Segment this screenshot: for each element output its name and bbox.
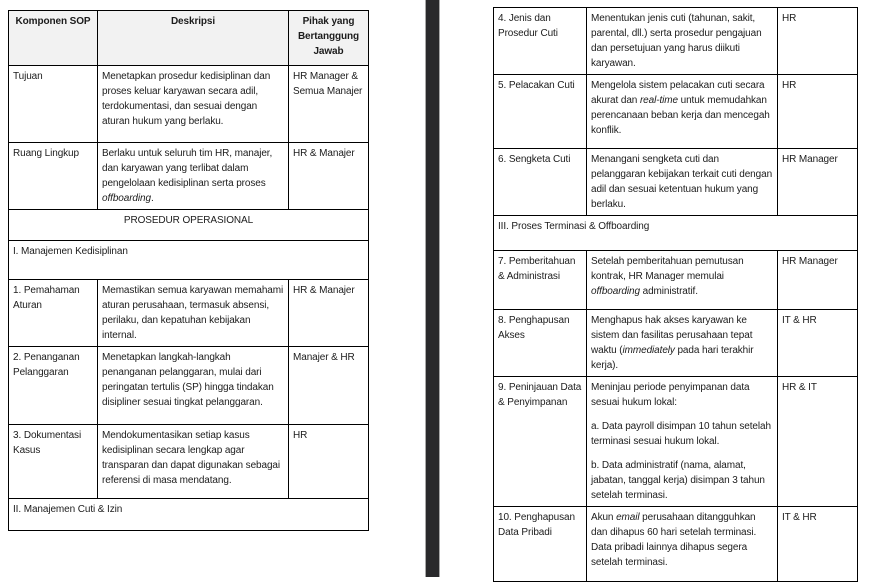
cell-description — [587, 75, 778, 149]
table-row-penanganan-pelanggaran — [9, 347, 369, 425]
table-header-row — [9, 11, 369, 66]
page-gap-divider — [425, 0, 440, 577]
table-row-penghapusan-akses — [494, 310, 858, 377]
cell-component: 4. Jenis dan Prosedur Cuti — [494, 8, 587, 75]
cell-responsible: HR Manager — [778, 149, 858, 216]
desc-text: Menghapus hak akses karyawan ke sistem dan fasilitas perusahaan tepat waktu ( — [591, 315, 753, 356]
sop-table-page1 — [8, 10, 369, 531]
desc-text: Setelah pemberitahuan pemutusan kontrak, HR Manager memulai — [591, 256, 744, 282]
table-row-pelacakan-cuti — [494, 75, 858, 149]
cell-responsible: HR — [778, 8, 858, 75]
desc-text: Menetapkan langkah-langkah penanganan pelanggaran, mulai dari peringatan tertulis (SP) hingga tindakan disipliner sesuai tingkat pelanggaran. — [102, 352, 274, 408]
desc-paragraph: b. Data administratif (nama, alamat, jabatan, tanggal kerja) disimpan 3 tahun setelah terminasi. — [591, 460, 765, 501]
desc-text: Mendokumentasikan setiap kasus kedisiplinan secara lengkap agar transparan dan dapat digunakan sebagai referensi di masa mendatang. — [102, 430, 281, 486]
cell-description — [98, 143, 289, 210]
cell-description — [98, 347, 289, 425]
desc-text: Menetapkan prosedur kedisiplinan dan proses keluar karyawan secara adil, terdokumentasi, dan sesuai dengan aturan hukum yang berlaku. — [102, 71, 271, 127]
section-title: III. Proses Terminasi & Offboarding — [494, 216, 858, 251]
cell-component: Tujuan — [9, 66, 98, 143]
desc-text: pada hari terakhir kerja). — [591, 345, 754, 371]
section-row-proses-terminasi-offboarding — [494, 216, 858, 251]
table-row-peninjauan-data-penyimpanan — [494, 377, 858, 507]
cell-component: 8. Penghapusan Akses — [494, 310, 587, 377]
cell-component: Ruang Lingkup — [9, 143, 98, 210]
table-row-ruang-lingkup — [9, 143, 369, 210]
table-row-sengketa-cuti — [494, 149, 858, 216]
desc-paragraph: Meninjau periode penyimpanan data sesuai hukum lokal: — [591, 382, 750, 408]
col-header-komponen-sop: Komponen SOP — [9, 11, 98, 66]
col-header-deskripsi: Deskripsi — [98, 11, 289, 66]
cell-component: 3. Dokumentasi Kasus — [9, 425, 98, 499]
desc-text: administratif. — [639, 286, 698, 297]
cell-description — [587, 507, 778, 582]
cell-responsible: HR & Manajer — [289, 143, 369, 210]
cell-description — [587, 8, 778, 75]
desc-text: Berlaku untuk seluruh tim HR, manajer, dan karyawan yang terlibat dalam pengelolaan kedisiplinan serta proses — [102, 148, 273, 189]
section-row-manajemen-kedisiplinan — [9, 241, 369, 280]
desc-text: Menentukan jenis cuti (tahunan, sakit, parental, dll.) serta prosedur pengajuan dan persetujuan yang harus diikuti karyawan. — [591, 13, 762, 69]
cell-responsible: HR — [289, 425, 369, 499]
cell-responsible: HR — [778, 75, 858, 149]
cell-description — [587, 310, 778, 377]
desc-text: Memastikan semua karyawan memahami aturan perusahaan, termasuk absensi, perilaku, dan kepatuhan kebijakan internal. — [102, 285, 284, 341]
cell-responsible: HR & IT — [778, 377, 858, 507]
cell-responsible: IT & HR — [778, 310, 858, 377]
desc-text: untuk memudahkan perencanaan beban kerja dan mencegah konflik. — [591, 95, 770, 136]
desc-italic-text: real-time — [639, 95, 678, 106]
section-title: II. Manajemen Cuti & Izin — [9, 499, 369, 531]
desc-text: Menangani sengketa cuti dan pelanggaran kebijakan terkait cuti dengan adil dan sesuai ketentuan hukum yang berlaku. — [591, 154, 773, 210]
desc-italic-text: offboarding — [591, 286, 640, 297]
cell-responsible: HR & Manajer — [289, 280, 369, 347]
sop-table-page2 — [493, 7, 858, 582]
table-row-pemberitahuan-administrasi — [494, 251, 858, 310]
cell-component: 6. Sengketa Cuti — [494, 149, 587, 216]
cell-description — [98, 280, 289, 347]
cell-component: 1. Pemahaman Aturan — [9, 280, 98, 347]
cell-component: 9. Peninjauan Data & Penyimpanan — [494, 377, 587, 507]
cell-responsible: Manajer & HR — [289, 347, 369, 425]
cell-description — [587, 377, 778, 507]
desc-italic-text: offboarding — [102, 193, 151, 204]
section-title: I. Manajemen Kedisiplinan — [9, 241, 369, 280]
desc-paragraph: a. Data payroll disimpan 10 tahun setelah terminasi sesuai hukum lokal. — [591, 421, 771, 447]
cell-responsible: IT & HR — [778, 507, 858, 582]
col-header-pihak-bertanggung-jawab: Pihak yang Bertanggung Jawab — [289, 11, 369, 66]
table-row-jenis-prosedur-cuti — [494, 8, 858, 75]
cell-description — [98, 66, 289, 143]
cell-component: 10. Penghapusan Data Pribadi — [494, 507, 587, 582]
cell-component: 7. Pemberitahuan & Administrasi — [494, 251, 587, 310]
table-row-tujuan — [9, 66, 369, 143]
cell-responsible: HR Manager — [778, 251, 858, 310]
desc-italic-text: email — [616, 512, 640, 523]
desc-text: Akun — [591, 512, 617, 523]
section-title: PROSEDUR OPERASIONAL — [9, 210, 369, 241]
desc-text: . — [150, 193, 154, 204]
table-row-pemahaman-aturan — [9, 280, 369, 347]
desc-text: perusahaan ditangguhkan dan dihapus 60 hari setelah terminasi. Data pribadi lainnya dihapus segera setelah terminasi. — [591, 512, 757, 568]
section-row-prosedur-operasional — [9, 210, 369, 241]
table-row-dokumentasi-kasus — [9, 425, 369, 499]
desc-italic-text: immediately — [622, 345, 675, 356]
table-row-penghapusan-data-pribadi — [494, 507, 858, 582]
section-row-manajemen-cuti-izin — [9, 499, 369, 531]
cell-responsible: HR Manager & Semua Manajer — [289, 66, 369, 143]
cell-component: 2. Penanganan Pelanggaran — [9, 347, 98, 425]
cell-description — [98, 425, 289, 499]
cell-description — [587, 149, 778, 216]
desc-text: Mengelola sistem pelacakan cuti secara akurat dan — [591, 80, 765, 106]
cell-description — [587, 251, 778, 310]
cell-component: 5. Pelacakan Cuti — [494, 75, 587, 149]
